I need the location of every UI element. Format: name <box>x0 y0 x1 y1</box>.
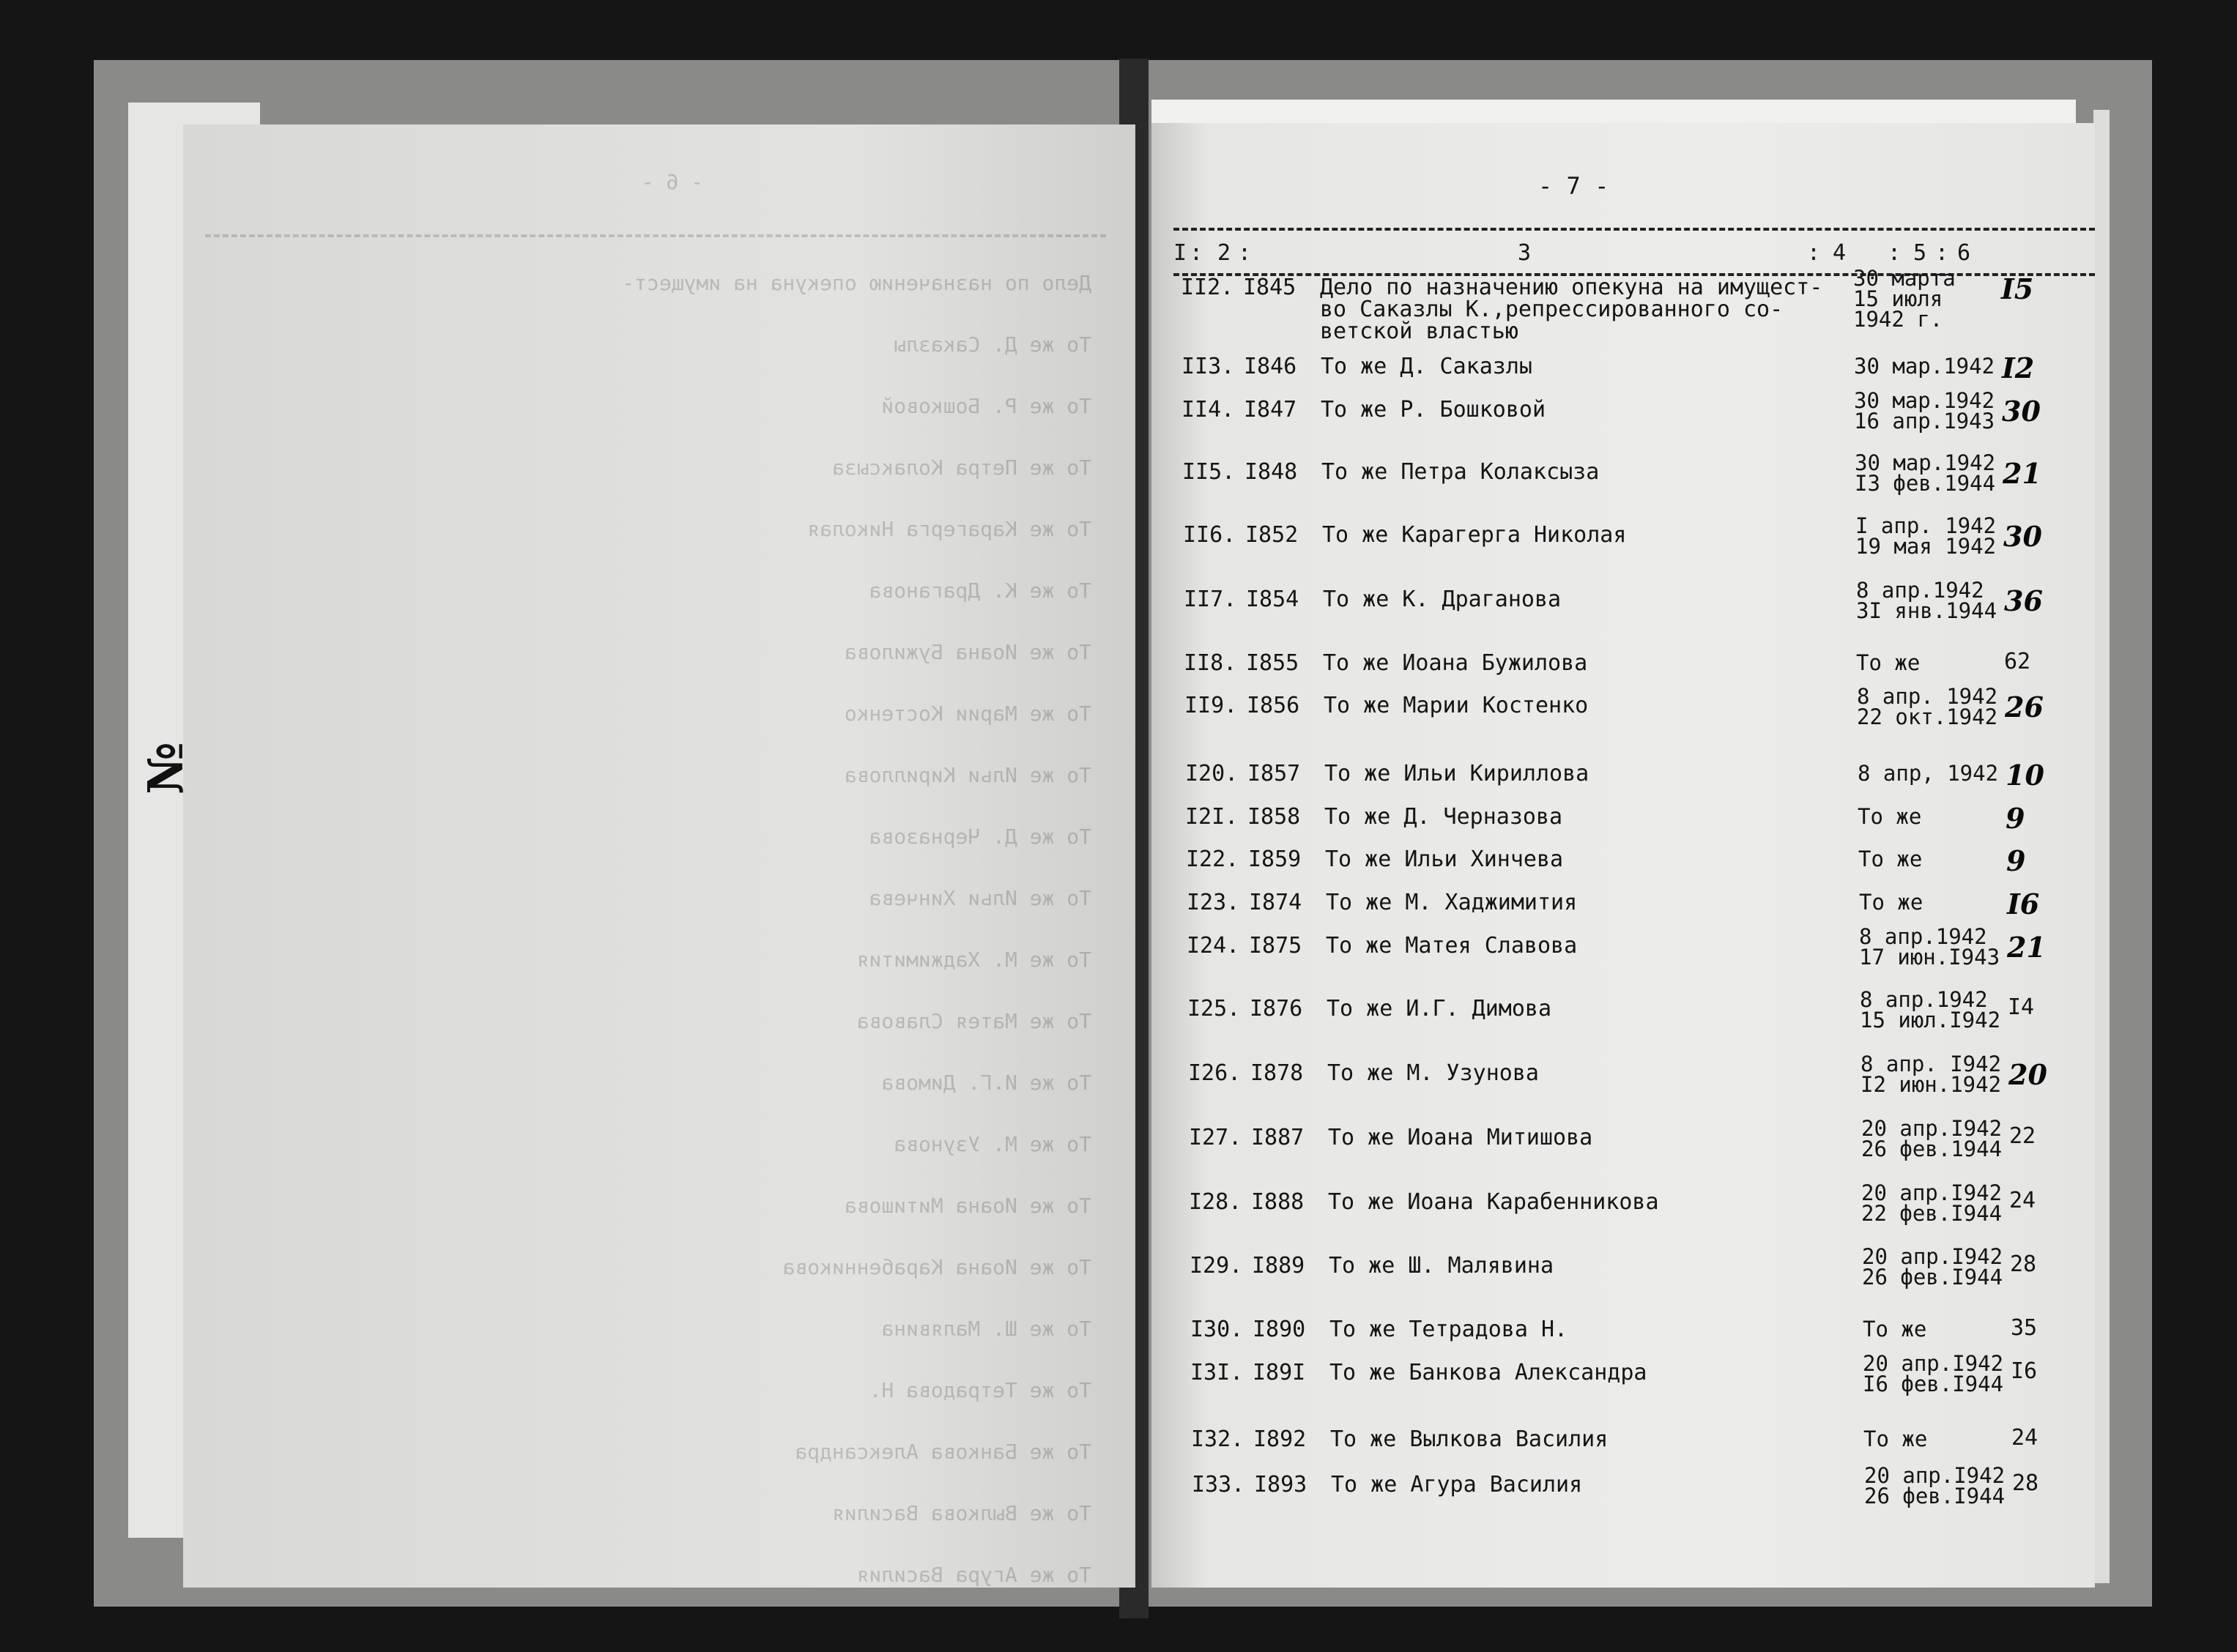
header-rule-top <box>1173 228 2095 231</box>
case-title: То же Д. Черназова <box>1324 804 1563 830</box>
margin-number-mark: № <box>136 742 194 795</box>
row-number: II2. <box>1181 275 1234 300</box>
file-number: I892 <box>1253 1426 1307 1452</box>
case-date: 20 апр.I942 <box>1862 1244 2003 1269</box>
case-date: 30 мар.1942 <box>1854 354 1995 379</box>
row-number: I26. <box>1188 1060 1242 1086</box>
sheet-count: I6 <box>2011 1358 2038 1384</box>
row-number: I29. <box>1190 1253 1243 1279</box>
file-number: I859 <box>1248 847 1302 872</box>
file-number: I857 <box>1247 761 1301 786</box>
column-header: : <box>1888 240 1902 266</box>
case-date: 15 июл.I942 <box>1860 1008 2001 1032</box>
row-number: I27. <box>1189 1125 1242 1150</box>
file-number: I875 <box>1249 933 1302 959</box>
row-number: I23. <box>1187 890 1240 915</box>
case-date: То же <box>1863 1426 1928 1451</box>
case-date: То же <box>1859 890 1923 915</box>
case-title: То же Вылкова Василия <box>1330 1426 1609 1452</box>
ghost-row: То же Д. Черназова <box>869 825 1091 849</box>
case-title: То же Карагерга Николая <box>1322 522 1627 548</box>
left-page-bleedthrough <box>183 124 1135 1588</box>
sheet-count: 36 <box>2004 584 2043 617</box>
case-title: То же Иоана Бужилова <box>1323 650 1588 676</box>
ghost-row: То же Иоана Митишова <box>844 1194 1091 1218</box>
row-number: II8. <box>1184 650 1237 676</box>
ghost-row: То же Петра Колаксыза <box>831 455 1091 480</box>
ghost-row: То же Иоана Бужилова <box>844 640 1091 664</box>
sheet-count: 9 <box>2006 844 2026 877</box>
sheet-count: I5 <box>2001 272 2034 305</box>
ghost-row: То же Марии Костенко <box>844 702 1091 726</box>
row-number: I30. <box>1190 1317 1244 1342</box>
case-date: 26 фев.I944 <box>1864 1484 2006 1508</box>
sheet-count: 20 <box>2008 1058 2047 1091</box>
case-title: То же Ильи Кириллова <box>1324 761 1589 786</box>
file-number: I893 <box>1254 1472 1307 1497</box>
column-header: : <box>1935 240 1949 266</box>
file-number: I852 <box>1245 522 1299 548</box>
row-number: I32. <box>1191 1426 1244 1452</box>
sheet-count: I4 <box>2008 994 2035 1020</box>
case-date: 8 апр, 1942 <box>1858 761 1999 786</box>
file-number: I845 <box>1243 275 1296 300</box>
case-date: 19 мая 1942 <box>1855 534 1997 559</box>
case-date: 22 фев.I944 <box>1861 1201 2003 1226</box>
ghost-row: То же М. Узунова <box>894 1132 1091 1156</box>
sheet-count: 26 <box>2005 691 2044 723</box>
ghost-row: То же М. Хаджимития <box>856 948 1091 972</box>
ghost-row: То же Иоана Карабенникова <box>782 1255 1091 1279</box>
sheet-count: 62 <box>2004 649 2031 674</box>
ghost-row: То же Банкова Александра <box>795 1440 1091 1464</box>
row-number: I33. <box>1192 1472 1245 1497</box>
column-header: 6 <box>1957 240 1971 266</box>
case-date: 20 апр.I942 <box>1863 1351 2004 1376</box>
left-page-rule <box>205 234 1106 237</box>
case-title: То же Агура Василия <box>1331 1472 1583 1497</box>
case-date: 20 апр.I942 <box>1864 1463 2006 1488</box>
row-number: I3I. <box>1190 1360 1244 1385</box>
case-date: 30 мар.1942 <box>1855 450 1996 475</box>
ghost-row: То же Д. Саказлы <box>894 332 1091 357</box>
sheet-count: 21 <box>2007 931 2046 964</box>
file-number: I888 <box>1251 1189 1305 1215</box>
case-date: 20 апр.I942 <box>1861 1180 2003 1205</box>
case-date: I6 фев.I944 <box>1863 1372 2004 1396</box>
case-date: 30 марта <box>1853 266 1956 291</box>
ghost-row: То же Вылкова Василия <box>831 1501 1091 1525</box>
sheet-count: 30 <box>2002 395 2041 428</box>
row-number: II4. <box>1181 397 1235 423</box>
column-header: 5 <box>1913 240 1927 266</box>
file-number: I856 <box>1247 693 1300 718</box>
row-number: II6. <box>1183 522 1236 548</box>
ghost-row: Дело по назначению опекуна на имущест- <box>622 271 1091 295</box>
sheet-count: 24 <box>2011 1425 2038 1451</box>
row-number: I25. <box>1187 996 1241 1022</box>
file-number: I876 <box>1250 996 1303 1022</box>
case-title: То же Банкова Александра <box>1329 1360 1647 1385</box>
column-header: 4 <box>1833 240 1847 266</box>
file-number: I846 <box>1244 354 1297 379</box>
ghost-row: То же Р. Бошковой <box>881 394 1091 418</box>
case-date: 3I янв.1944 <box>1856 598 1997 623</box>
row-number: II7. <box>1184 587 1237 612</box>
ghost-row: То же Карагерга Николая <box>807 517 1091 541</box>
case-date: То же <box>1863 1317 1927 1342</box>
column-header: : <box>1190 240 1203 266</box>
row-number: II9. <box>1184 693 1238 718</box>
column-header: 3 <box>1518 240 1532 266</box>
column-header: : <box>1807 240 1821 266</box>
file-number: I878 <box>1250 1060 1304 1086</box>
case-date: То же <box>1858 847 1923 871</box>
case-date: То же <box>1858 804 1922 829</box>
case-date: То же <box>1856 650 1921 675</box>
sheet-count: 30 <box>2003 520 2042 553</box>
left-page-number: - 6 - <box>641 170 703 194</box>
file-number: I858 <box>1247 804 1301 830</box>
right-page <box>1151 123 2095 1588</box>
case-date: I2 июн.1942 <box>1861 1072 2002 1097</box>
sheet-count: 10 <box>2006 759 2044 792</box>
row-number: II5. <box>1182 459 1236 485</box>
case-date: I3 фев.1944 <box>1855 471 1996 496</box>
sheet-count: 21 <box>2003 457 2041 490</box>
row-number: I22. <box>1186 847 1239 872</box>
case-date: 20 апр.I942 <box>1861 1116 2003 1141</box>
ghost-row: То же Ш. Малявина <box>881 1317 1091 1341</box>
ghost-row: То же Тетрадова Н. <box>869 1378 1091 1402</box>
ghost-row: То же Агура Василия <box>856 1563 1091 1587</box>
sheet-count: 9 <box>2006 802 2025 835</box>
case-date: 8 апр.1942 <box>1860 987 1988 1012</box>
case-title: Дело по назначению опекуна на имущест- <box>1320 275 1823 300</box>
case-title: во Саказлы К.,репрессированного со- <box>1320 297 1784 322</box>
case-date: 8 апр. I942 <box>1861 1052 2002 1076</box>
case-date: 8 апр. 1942 <box>1857 684 1998 709</box>
sheet-count: 28 <box>2010 1251 2037 1277</box>
sheet-count: 22 <box>2009 1123 2036 1149</box>
case-title: То же Тетрадова Н. <box>1329 1317 1568 1342</box>
sheet-count: I6 <box>2007 888 2040 920</box>
case-title: То же К. Драганова <box>1323 587 1562 612</box>
case-date: 30 мар.1942 <box>1854 388 1995 413</box>
case-date: 22 окт.1942 <box>1857 704 1998 729</box>
case-date: 1942 г. <box>1853 307 1943 332</box>
ghost-row: То же И.Г. Димова <box>881 1071 1091 1095</box>
file-number: I889 <box>1252 1253 1305 1279</box>
case-title: То же Матея Славова <box>1326 933 1578 959</box>
sheet-count: 24 <box>2009 1188 2036 1213</box>
ghost-row: То же Матея Славова <box>856 1009 1091 1033</box>
row-number: I2I. <box>1185 804 1239 830</box>
case-title: То же И.Г. Димова <box>1327 996 1552 1022</box>
file-number: I854 <box>1246 587 1299 612</box>
case-title: ветской властью <box>1320 319 1518 344</box>
case-title: То же Иоана Карабенникова <box>1328 1189 1659 1215</box>
case-title: То же Марии Костенко <box>1324 693 1589 718</box>
case-date: 8 апр.1942 <box>1856 578 1984 603</box>
case-title: То же М. Узунова <box>1327 1060 1539 1086</box>
case-date: 15 июля <box>1853 286 1943 311</box>
column-header: I <box>1173 240 1187 266</box>
case-title: То же Иоана Митишова <box>1328 1125 1593 1150</box>
column-header: : <box>1238 240 1252 266</box>
file-number: I89I <box>1253 1360 1306 1385</box>
case-title: То же Петра Колаксыза <box>1321 459 1600 485</box>
row-number: I20. <box>1185 761 1239 786</box>
ghost-row: То же Ильи Хинчева <box>869 886 1091 910</box>
case-date: I апр. 1942 <box>1855 513 1997 538</box>
row-number: I24. <box>1187 933 1240 959</box>
file-number: I890 <box>1253 1317 1306 1342</box>
sheet-count: 28 <box>2012 1470 2039 1496</box>
case-title: То же М. Хаджимития <box>1326 890 1578 915</box>
column-header: 2 <box>1217 240 1231 266</box>
file-number: I847 <box>1244 397 1297 423</box>
file-number: I887 <box>1251 1125 1305 1150</box>
case-date: 16 апр.1943 <box>1854 409 1995 434</box>
sheet-count: 35 <box>2011 1315 2038 1341</box>
case-date: 26 фев.I944 <box>1862 1265 2003 1290</box>
row-number: I28. <box>1189 1189 1242 1215</box>
sheet-count: I2 <box>2002 351 2035 384</box>
page-number: - 7 - <box>1538 172 1609 200</box>
case-title: То же Ильи Хинчева <box>1325 847 1564 872</box>
ghost-row: То же Ильи Кириллова <box>844 763 1091 787</box>
file-number: I874 <box>1249 890 1302 915</box>
left-page <box>183 124 1135 1588</box>
case-title: То же Д. Саказлы <box>1321 354 1532 379</box>
case-date: 8 апр.1942 <box>1859 924 1987 949</box>
ghost-row: То же К. Драганова <box>869 578 1091 603</box>
file-number: I848 <box>1244 459 1298 485</box>
file-number: I855 <box>1246 650 1299 676</box>
case-title: То же Р. Бошковой <box>1321 397 1546 423</box>
case-date: 17 июн.I943 <box>1859 945 2000 970</box>
case-date: 26 фев.1944 <box>1861 1136 2003 1161</box>
row-number: II3. <box>1181 354 1235 379</box>
edge-sheet <box>2093 110 2110 1583</box>
case-title: То же Ш. Малявина <box>1329 1253 1554 1279</box>
